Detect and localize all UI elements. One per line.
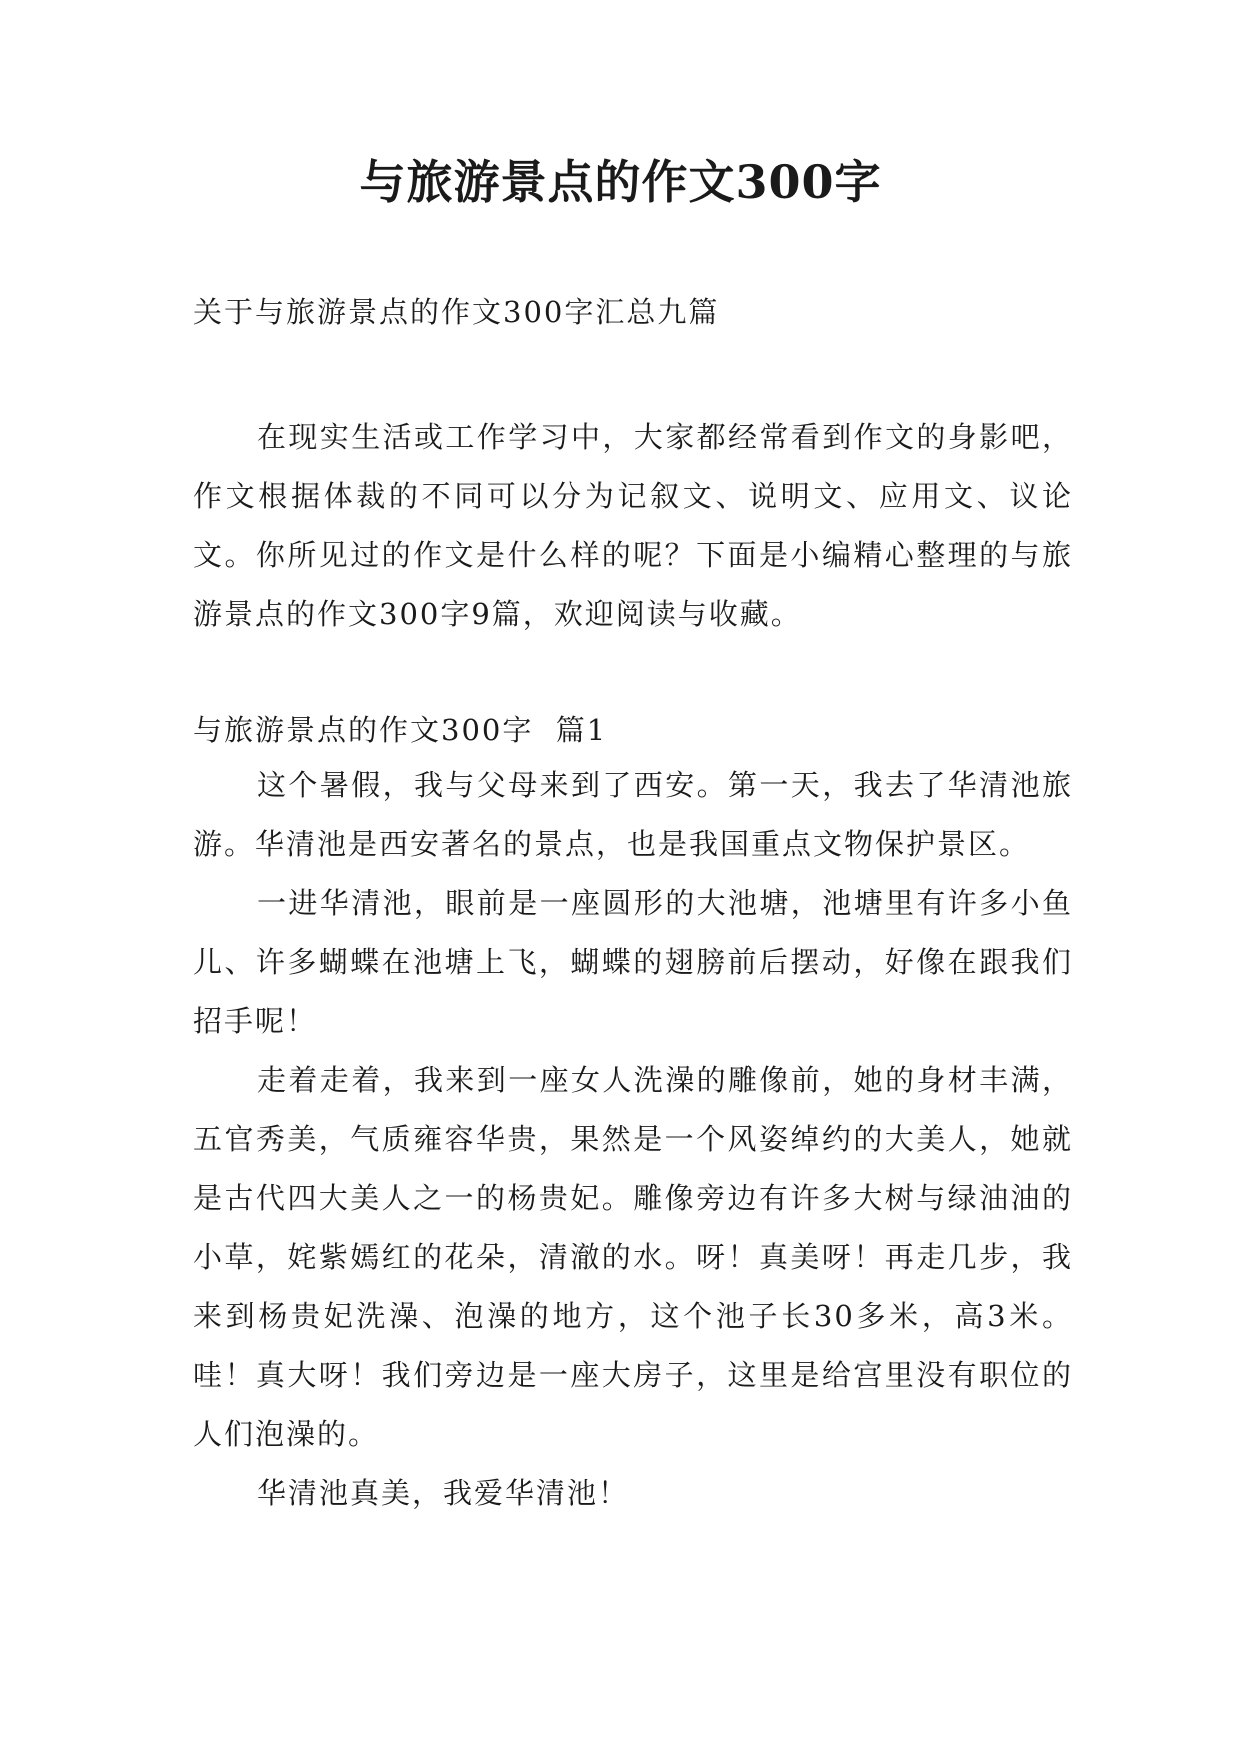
document-title: 与旅游景点的作文300字 [359,155,882,209]
essay-paragraph: 这个暑假，我与父母来到了西安。第一天，我去了华清池旅游。华清池是西安著名的景点，也是我国重点文物保护景区。 [193,768,1073,861]
intro-paragraph: 在现实生活或工作学习中，大家都经常看到作文的身影吧，作文根据体裁的不同可以分为记叙文、说明文、应用文、议论文。你所见过的作文是什么样的呢？下面是小编精心整理的与旅游景点的作文300字9篇，欢迎阅读与收藏。 [193,420,1073,631]
essay-body [193,756,1073,1523]
essay-paragraph: 一进华清池，眼前是一座圆形的大池塘，池塘里有许多小鱼儿、许多蝴蝶在池塘上飞，蝴蝶的翅膀前后摆动，好像在跟我们招手呢！ [193,886,1073,1038]
essay-paragraph: 走着走着，我来到一座女人洗澡的雕像前，她的身材丰满，五官秀美，气质雍容华贵，果然是一个风姿绰约的大美人，她就是古代四大美人之一的杨贵妃。雕像旁边有许多大树与绿油油的小草，姹紫嫣红的花朵，清澈的水。呀！真美呀！再走几步，我来到杨贵妃洗澡、泡澡的地方，这个池子长30多米，高3米。哇！真大呀！我们旁边是一座大房子，这里是给宫里没有职位的人们泡澡的。 [193,1063,1073,1451]
section-heading: 与旅游景点的作文300字 篇1 [193,713,608,747]
essay-paragraph: 华清池真美，我爱华清池！ [257,1476,630,1510]
document-subtitle: 关于与旅游景点的作文300字汇总九篇 [193,295,720,329]
